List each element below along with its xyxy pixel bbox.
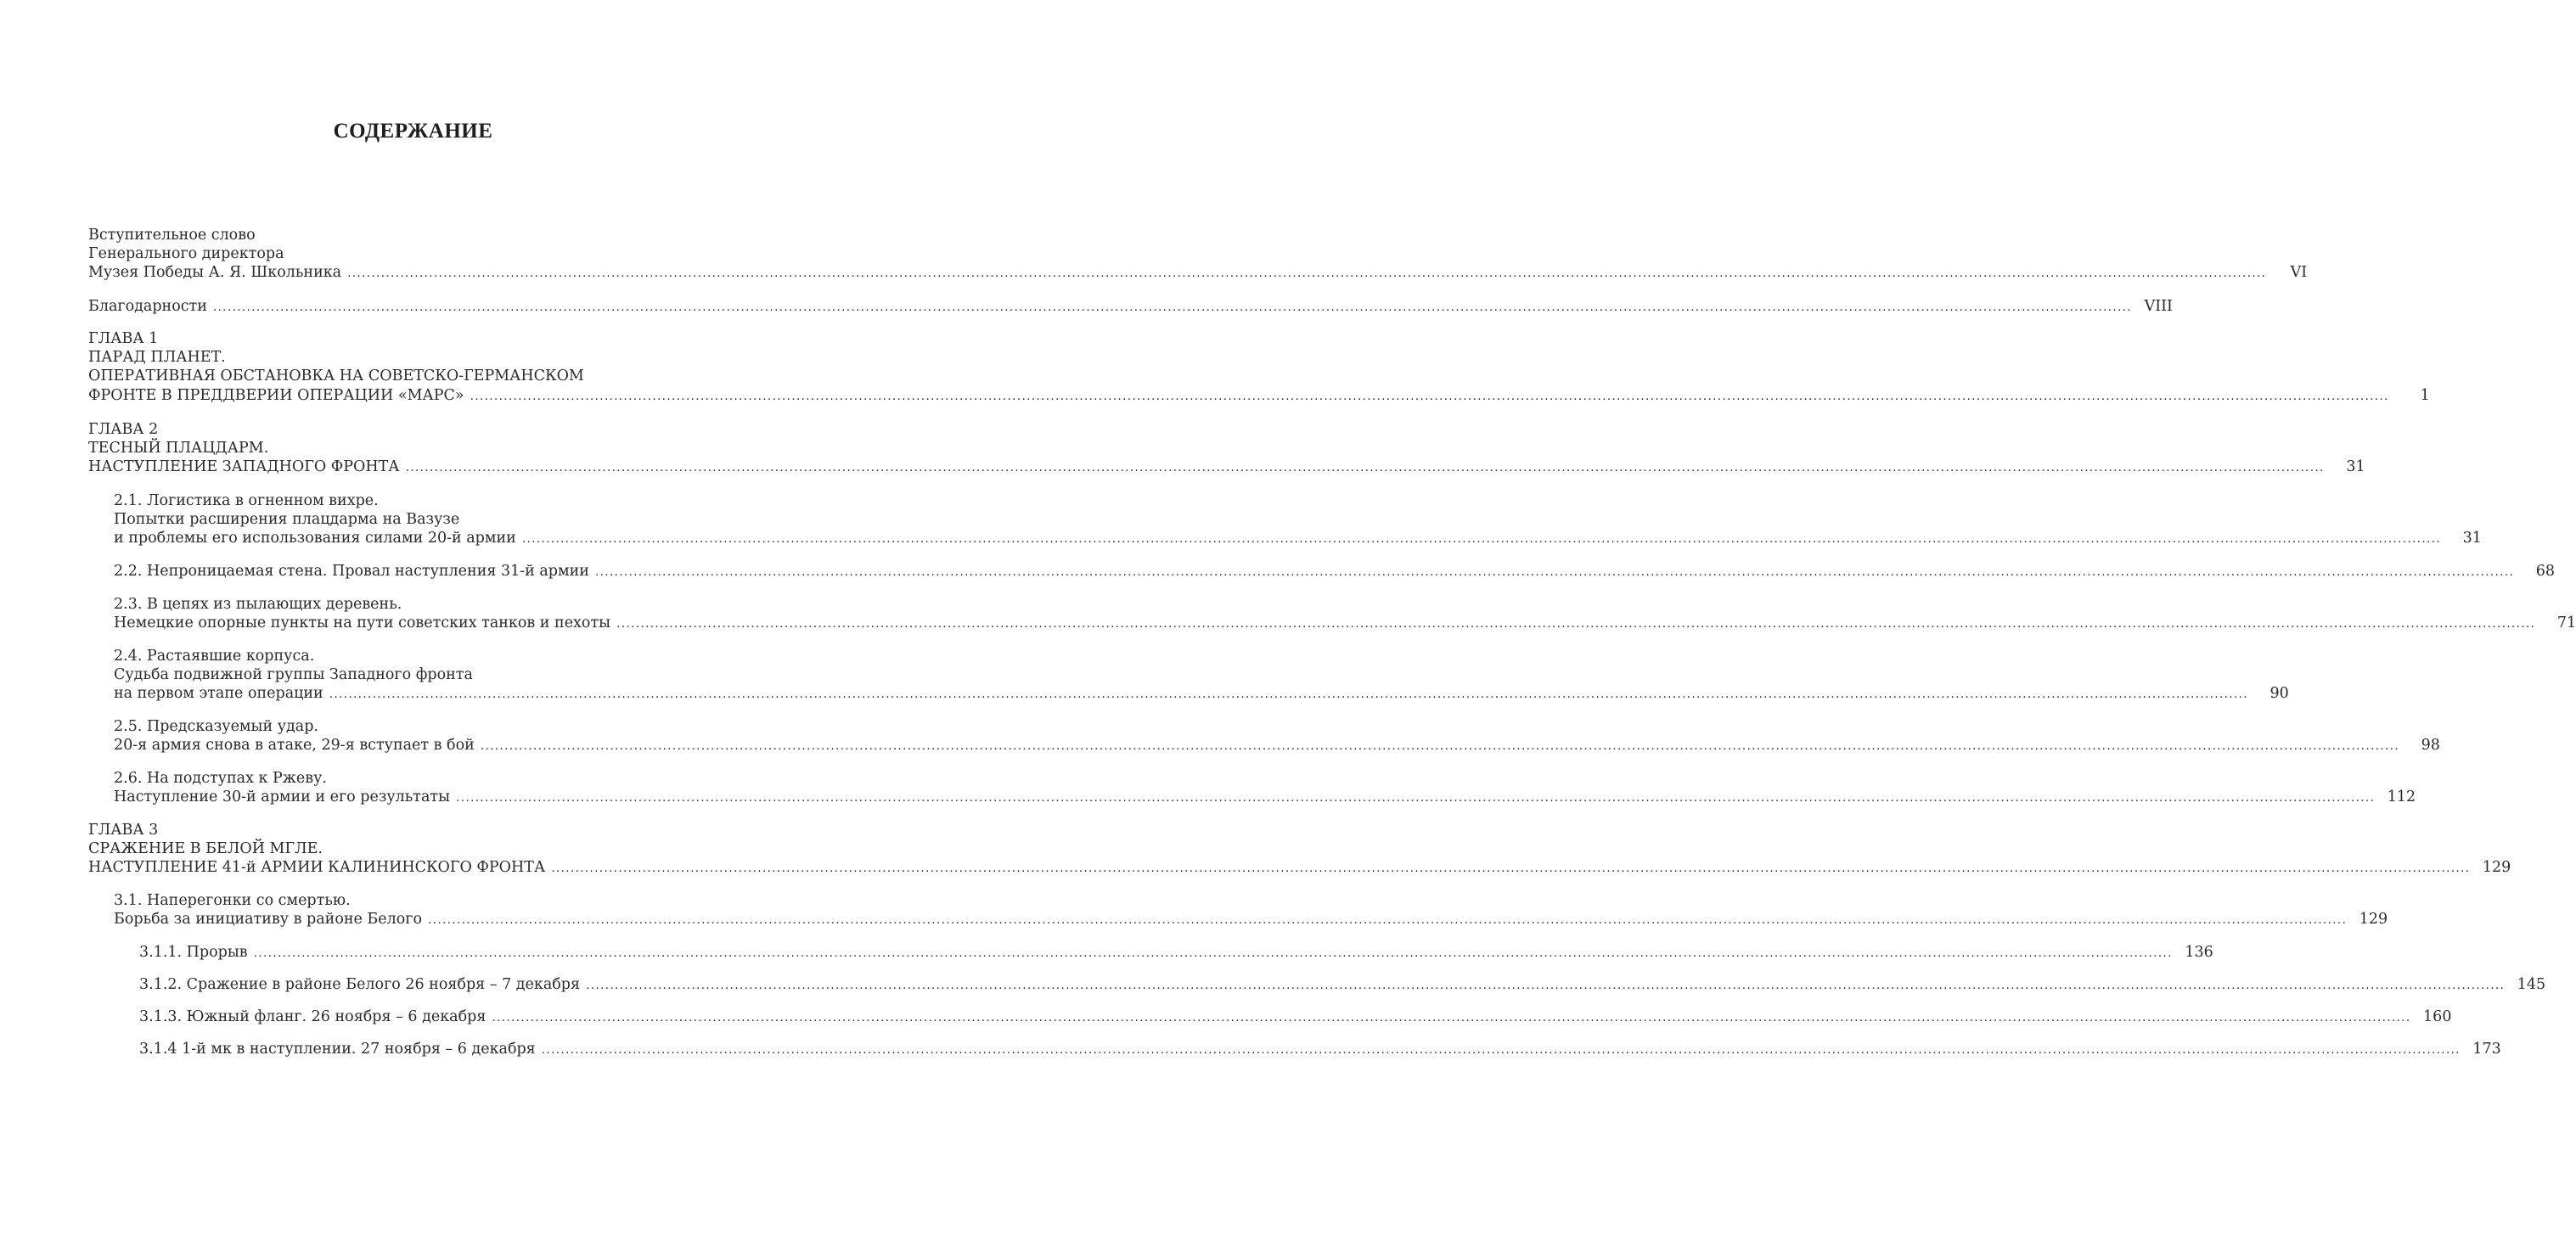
toc-entry[interactable] [114,891,2388,929]
toc-entry-title-line: Наступление 30-й армии и его результаты [114,789,451,806]
toc-entry-title-line: Благодарности [88,298,207,315]
toc-entry[interactable] [88,420,2365,478]
toc-entry-title-line: ГЛАВА 1 [88,330,159,347]
toc-entry-title-line: 3.1. Наперегонки со смертью. [114,892,351,909]
toc-entry-title-line: 2.2. Непроницаемая стена. Провал наступления 31-й армии [114,563,589,580]
toc-entry[interactable] [139,943,2213,963]
toc-entry[interactable] [139,975,2546,995]
toc-page-number: VI [2290,264,2308,282]
toc-entry-title-line: Вступительное слово [88,227,256,244]
toc-entry-last-line [114,788,2416,807]
toc-entry-title-line: НАСТУПЛЕНИЕ ЗАПАДНОГО ФРОНТА [88,458,400,476]
dot-leader: ................................................................................................................................................................................................................................................................................................................................................................................................................ [586,979,2506,992]
toc-page-number: 31 [2346,458,2365,476]
toc-page-number: VIII [2144,298,2173,315]
dot-leader: ................................................................................................................................................................................................................................................................................................................................................................................................................ [456,791,2376,805]
toc-page-number: 129 [2359,911,2388,929]
toc-entry-title-line: 3.1.3. Южный фланг. 26 ноября – 6 декабря [139,1008,487,1025]
toc-entry-last-line [88,263,2308,283]
toc-entry-title-line: Попытки расширения плацдарма на Вазузе [114,511,460,529]
toc-entry-title-line: 3.1.2. Сражение в районе Белого 26 ноября – 7 декабря [139,976,581,993]
toc-entry[interactable] [114,595,2576,633]
toc-entry[interactable] [139,1040,2501,1059]
toc-page-number: 112 [2387,789,2416,806]
toc-page-number: 31 [2462,530,2482,547]
toc-entry-title-line: 2.4. Растаявшие корпуса. [114,648,315,665]
toc-entry-last-line [114,910,2388,929]
toc-entry[interactable] [114,647,2289,704]
toc-entry-title-line: 3.1.1. Прорыв [139,944,248,961]
toc-entry-title-line: 2.6. На подступах к Ржеву. [114,770,327,787]
toc-entry-last-line [88,858,2511,878]
dot-leader: ................................................................................................................................................................................................................................................................................................................................................................................................................ [551,862,2471,876]
toc-entry-title-line: на первом этапе операции [114,685,323,703]
toc-entry[interactable] [139,1007,2452,1027]
toc-entry[interactable] [88,297,2173,317]
toc-entry[interactable] [88,821,2511,878]
toc-entry-last-line [139,1040,2501,1059]
toc-entry-last-line [114,614,2576,633]
toc-entry-last-line [139,943,2213,963]
toc-entry-last-line [88,457,2365,477]
toc-entry[interactable] [114,562,2556,581]
toc-entry-title-line: ГЛАВА 2 [88,421,159,438]
toc-entry[interactable] [114,769,2416,807]
toc-entry-last-line [114,562,2556,581]
toc-entry[interactable] [114,491,2482,549]
toc-page-number: 129 [2482,859,2511,877]
dot-leader: ................................................................................................................................................................................................................................................................................................................................................................................................................ [347,267,2267,281]
dot-leader: ................................................................................................................................................................................................................................................................................................................................................................................................................ [253,946,2173,960]
dot-leader: ................................................................................................................................................................................................................................................................................................................................................................................................................ [616,617,2536,631]
toc-page-number: 90 [2269,685,2289,703]
toc-entry-last-line [139,975,2546,995]
toc-entry-title-line: 2.3. В цепях из пылающих деревень. [114,596,402,613]
toc-entry-title-line: ПАРАД ПЛАНЕТ. [88,349,226,367]
dot-leader: ................................................................................................................................................................................................................................................................................................................................................................................................................ [428,913,2348,928]
dot-leader: ................................................................................................................................................................................................................................................................................................................................................................................................................ [329,688,2248,702]
toc-entry[interactable] [88,226,2308,283]
toc-entry-title-line: Музея Победы А. Я. Школьника [88,264,342,282]
toc-page-number: 98 [2421,737,2440,755]
toc-entry-title-line: 2.5. Предсказуемый удар. [114,718,318,735]
toc-entry-last-line [88,386,2430,406]
toc-entry-last-line [139,1007,2452,1027]
dot-leader: ................................................................................................................................................................................................................................................................................................................................................................................................................ [480,739,2399,754]
dot-leader: ................................................................................................................................................................................................................................................................................................................................................................................................................ [521,532,2441,547]
dot-leader: ................................................................................................................................................................................................................................................................................................................................................................................................................ [492,1011,2411,1024]
toc-page-number: 68 [2535,563,2556,580]
dot-leader: ................................................................................................................................................................................................................................................................................................................................................................................................................ [405,461,2325,475]
toc-page-number: 1 [2420,386,2430,404]
dot-leader: ................................................................................................................................................................................................................................................................................................................................................................................................................ [470,389,2389,403]
toc-entry-last-line [114,736,2440,755]
toc-entry-last-line [88,297,2173,317]
toc-entry-title-line: ОПЕРАТИВНАЯ ОБСТАНОВКА НА СОВЕТСКО-ГЕРМАНСКОМ [88,368,584,385]
toc-entry[interactable] [88,329,2430,406]
toc-entry-title-line: СРАЖЕНИЕ В БЕЛОЙ МГЛЕ. [88,840,323,858]
dot-leader: ................................................................................................................................................................................................................................................................................................................................................................................................................ [541,1043,2461,1057]
toc-entry-title-line: 2.1. Логистика в огненном вихре. [114,492,379,509]
toc-page-number: 71 [2556,615,2576,632]
toc-entry-title-line: и проблемы его использования силами 20-й армии [114,530,516,547]
toc-entry-title-line: 3.1.4 1-й мк в наступлении. 27 ноября – 6 декабря [139,1041,536,1058]
toc-page-number: 145 [2517,976,2546,993]
toc-entry-title-line: Судьба подвижной группы Западного фронта [114,666,473,684]
toc-entry-last-line [114,684,2289,704]
toc-page-number: 136 [2185,944,2213,961]
toc-page-number: 160 [2423,1008,2452,1025]
toc-entry-title-line: Борьба за инициативу в районе Белого [114,911,423,929]
toc-entry[interactable] [114,717,2440,755]
toc-entry-title-line: 20-я армия снова в атаке, 29-я вступает в бой [114,737,475,755]
dot-leader: ................................................................................................................................................................................................................................................................................................................................................................................................................ [594,565,2515,579]
toc-entry-title-line: ГЛАВА 3 [88,822,159,839]
toc-entry-title-line: Генерального директора [88,245,284,263]
toc-entry-title-line: ТЕСНЫЙ ПЛАЦДАРМ. [88,440,269,457]
toc-entry-title-line: Немецкие опорные пункты на пути советских танков и пехоты [114,615,611,632]
toc-entry-title-line: НАСТУПЛЕНИЕ 41-й АРМИИ КАЛИНИНСКОГО ФРОНТА [88,859,546,877]
dot-leader: ................................................................................................................................................................................................................................................................................................................................................................................................................ [212,300,2132,314]
toc-entry-title-line: ФРОНТЕ В ПРЕДДВЕРИИ ОПЕРАЦИИ «МАРС» [88,386,464,404]
toc-entry-last-line [114,529,2482,548]
toc-page-number: 173 [2472,1041,2501,1058]
page-title: СОДЕРЖАНИЕ [333,120,493,143]
